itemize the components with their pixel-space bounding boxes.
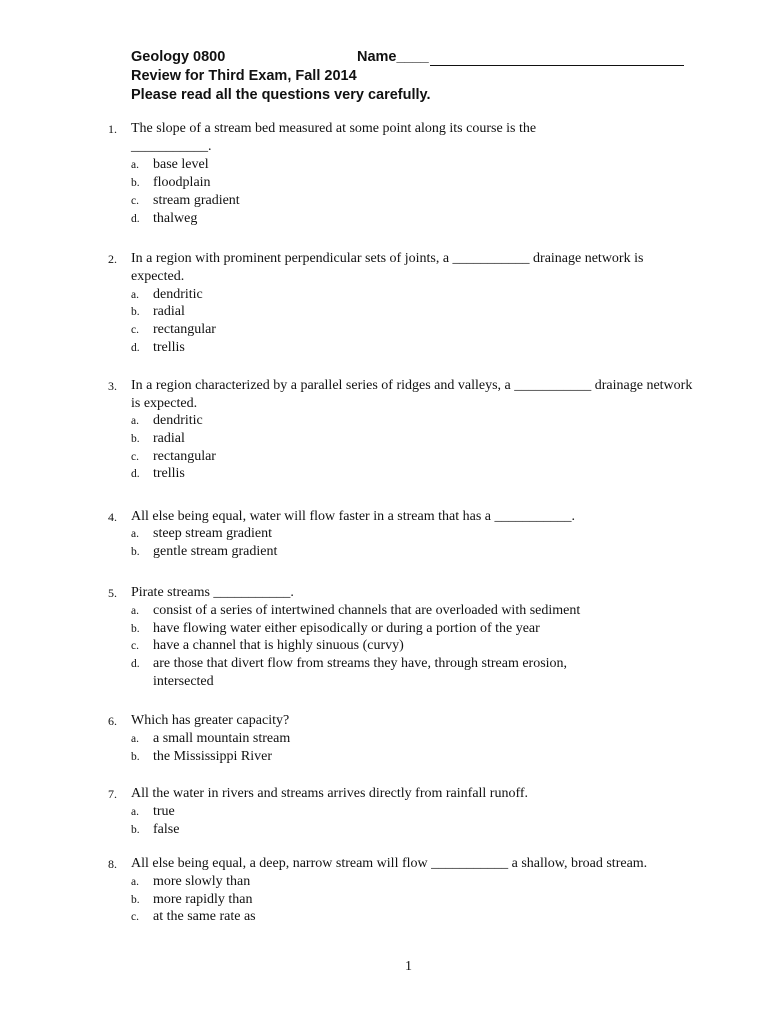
option-letter: b. xyxy=(131,894,140,906)
option-text[interactable]: rectangular xyxy=(153,322,216,337)
option-text[interactable]: the Mississippi River xyxy=(153,749,273,764)
question-number: 4. xyxy=(108,510,117,524)
option-letter: a. xyxy=(131,806,139,818)
option-text[interactable]: trellis xyxy=(153,340,185,355)
option-text[interactable]: steep stream gradient xyxy=(153,526,272,541)
option-text[interactable]: more rapidly than xyxy=(153,892,253,907)
option-letter: b. xyxy=(131,306,140,318)
option-text[interactable]: stream gradient xyxy=(153,193,240,208)
option-letter: b. xyxy=(131,751,140,763)
option-letter: c. xyxy=(131,324,139,336)
exam-subtitle: Review for Third Exam, Fall 2014 xyxy=(131,68,357,84)
question-number: 7. xyxy=(108,787,117,801)
question-text: All else being equal, water will flow faster in a stream that has a ___________. xyxy=(131,509,575,524)
question-text-continued: ___________. xyxy=(131,139,212,154)
option-letter: b. xyxy=(131,546,140,558)
option-text[interactable]: radial xyxy=(153,431,185,446)
option-letter: c. xyxy=(131,640,139,652)
course-title: Geology 0800 xyxy=(131,49,226,65)
question-text: The slope of a stream bed measured at some point along its course is the xyxy=(131,121,537,136)
option-text[interactable]: dendritic xyxy=(153,413,203,428)
question-text: Pirate streams ___________. xyxy=(131,585,294,600)
option-letter: d. xyxy=(131,658,140,670)
option-letter: a. xyxy=(131,415,139,427)
option-letter: b. xyxy=(131,177,140,189)
option-text[interactable]: dendritic xyxy=(153,287,203,302)
option-text[interactable]: radial xyxy=(153,304,185,319)
question-number: 1. xyxy=(108,122,117,136)
instruction-text: Please read all the questions very carefully. xyxy=(131,87,431,103)
option-text[interactable]: true xyxy=(153,804,175,819)
option-text[interactable]: a small mountain stream xyxy=(153,731,291,746)
question-text: All else being equal, a deep, narrow stream will flow ___________ a shallow, broad stream. xyxy=(131,856,648,871)
question-number: 8. xyxy=(108,857,117,871)
option-text[interactable]: thalweg xyxy=(153,211,198,226)
question-number: 5. xyxy=(108,586,117,600)
option-letter: d. xyxy=(131,342,140,354)
option-text[interactable]: gentle stream gradient xyxy=(153,544,278,559)
option-letter: b. xyxy=(131,623,140,635)
option-text[interactable]: false xyxy=(153,822,180,837)
name-field[interactable] xyxy=(357,48,684,66)
option-letter: a. xyxy=(131,159,139,171)
option-text[interactable]: rectangular xyxy=(153,449,216,464)
question-number: 3. xyxy=(108,379,117,393)
option-text[interactable]: are those that divert flow from streams they have, through stream erosion, xyxy=(153,656,568,671)
option-text[interactable]: at the same rate as xyxy=(153,909,256,924)
option-letter: a. xyxy=(131,289,139,301)
option-text[interactable]: have a channel that is highly sinuous (curvy) xyxy=(153,638,404,653)
question-number: 2. xyxy=(108,252,117,266)
question-number: 6. xyxy=(108,714,117,728)
question-text: In a region with prominent perpendicular sets of joints, a ___________ drainage network is expected. xyxy=(131,251,644,284)
option-letter: c. xyxy=(131,195,139,207)
option-letter: a. xyxy=(131,733,139,745)
option-letter: c. xyxy=(131,451,139,463)
option-letter: c. xyxy=(131,911,139,923)
question-text: Which has greater capacity? xyxy=(131,713,290,728)
option-text[interactable]: trellis xyxy=(153,466,185,481)
option-letter: a. xyxy=(131,528,139,540)
option-letter: d. xyxy=(131,468,140,480)
option-letter: a. xyxy=(131,876,139,888)
option-text[interactable]: have flowing water either episodically or during a portion of the year xyxy=(153,621,540,636)
name-label: Name____ xyxy=(357,49,429,65)
option-text[interactable]: consist of a series of intertwined channels that are overloaded with sediment xyxy=(153,603,581,618)
option-text[interactable]: base level xyxy=(153,157,209,172)
option-letter: b. xyxy=(131,824,140,836)
name-blank-line[interactable] xyxy=(430,50,684,66)
option-text[interactable]: more slowly than xyxy=(153,874,251,889)
option-text-continued[interactable]: intersected xyxy=(153,674,214,689)
question-text: All the water in rivers and streams arrives directly from rainfall runoff. xyxy=(131,786,529,801)
option-letter: d. xyxy=(131,213,140,225)
question-text: In a region characterized by a parallel series of ridges and valleys, a ___________ drainage network is expected. xyxy=(131,378,693,411)
page-number: 1 xyxy=(405,959,412,974)
option-letter: a. xyxy=(131,605,139,617)
option-letter: b. xyxy=(131,433,140,445)
option-text[interactable]: floodplain xyxy=(153,175,211,190)
